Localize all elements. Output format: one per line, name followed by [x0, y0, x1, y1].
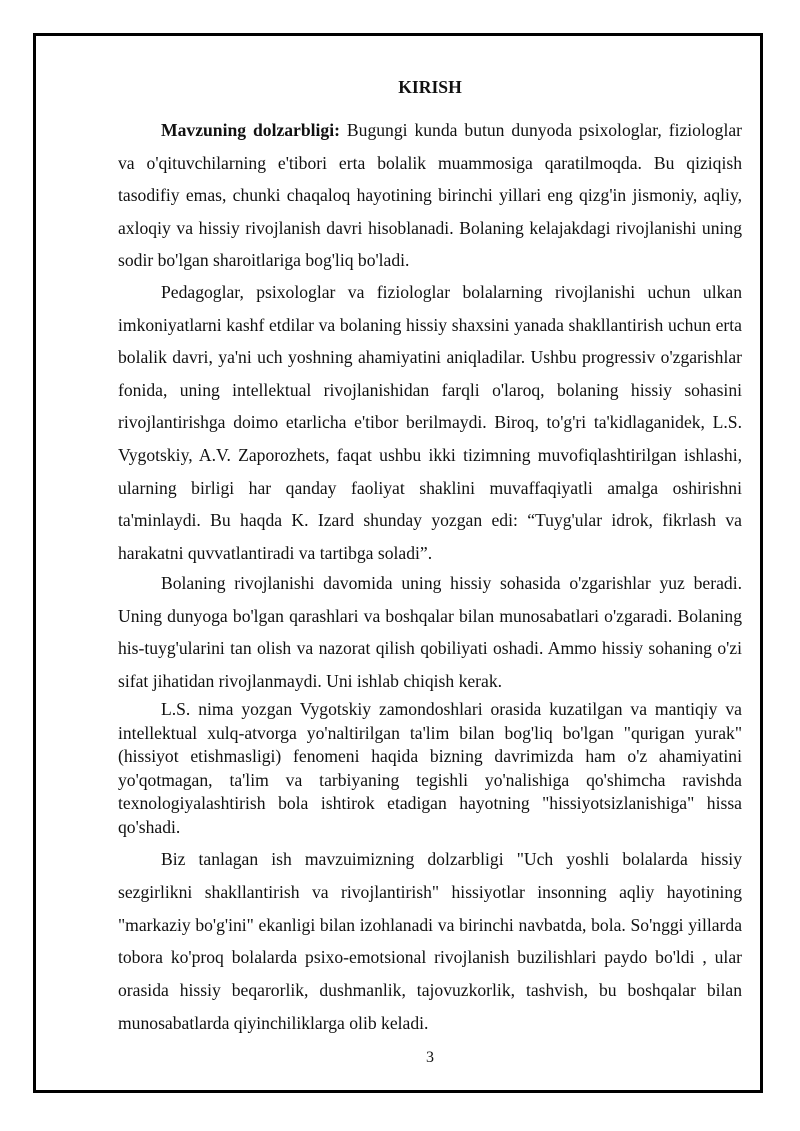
paragraph: Pedagoglar, psixologlar va fiziologlar bolalarning rivojlanishi uchun ulkan imkoniyatlarni kashf etdilar va bolaning hissiy shaxsini yanada shakllantirish uchun erta bolalik davri, ya'ni uch yoshning ahamiyatini aniqladilar. Ushbu progressiv o'zgarishlar fonida, uning intellektual rivojlanishidan farqli o'laroq, bolaning hissiy sohasini rivojlantirishga doimo etarlicha e'tibor berilmaydi. Biroq, to'g'ri ta'kidlaganidek, L.S. Vygotskiy, A.V. Zaporozhets, faqat ushbu ikki tizimning muvofiqlashtirilgan ishlashi, ularning birligi har qanday faoliyat shaklini muvaffaqiyatli amalga oshirishni ta'minlaydi. Bu haqda K. Izard shunday yozgan edi: “Tuyg'ular idrok, fikrlash va harakatni quvvatlantiradi va tartibga soladi”.	[118, 282, 742, 563]
page-number: 3	[426, 1049, 434, 1066]
paragraph-lead: Mavzuning dolzarbligi:	[161, 120, 340, 140]
document-title: KIRISH	[398, 77, 462, 97]
paragraph-relevance	[118, 114, 742, 277]
paragraph-text: Bugungi kunda butun dunyoda psixologlar, fiziologlar va o'qituvchilarning e'tibori erta bolalik muammosiga qaratilmoqda. Bu qiziqish tasodifiy emas, chunki chaqaloq hayotining birinchi yillari eng qizg'in jismoniy, aqliy, axloqiy va hissiy rivojlanish davri hisoblanadi. Bolaning kelajakdagi rivojlanishi uning sodir bo'lgan sharoitlariga bog'liq bo'ladi.	[118, 120, 743, 270]
paragraph: L.S. nima yozgan Vygotskiy zamondoshlari orasida kuzatilgan va mantiqiy va intellektual xulq-atvorga yo'naltirilgan ta'lim bilan bog'liq bo'lgan "qurigan yurak" (hissiyot etishmasligi) fenomeni haqida bizning davrimizda ham o'z ahamiyatini yo'qotmagan, ta'lim va tarbiyaning tegishli yo'nalishiga qo'shimcha ravishda texnologiyalashtirish bola ishtirok etadigan hayotning "hissiyotsizlanishiga" hissa qo'shadi.	[118, 699, 742, 837]
paragraph: Bolaning rivojlanishi davomida uning hissiy sohasida o'zgarishlar yuz beradi. Uning dunyoga bo'lgan qarashlari va boshqalar bilan munosabatlari o'zgaradi. Bolaning his-tuyg'ularini tan olish va nazorat qilish qobiliyati oshadi. Ammo hissiy sohaning o'zi sifat jihatidan rivojlanmaydi. Uni ishlab chiqish kerak.	[118, 573, 742, 691]
paragraph: Biz tanlagan ish mavzuimizning dolzarbligi "Uch yoshli bolalarda hissiy sezgirlikni shakllantirish va rivojlantirish" hissiyotlar insonning aqliy hayotining "markaziy bo'g'ini" ekanligi bilan izohlanadi va birinchi navbatda, bola. So'nggi yillarda tobora ko'proq bolalarda psixo-emotsional rivojlanish buzilishlari paydo bo'ldi , ular orasida hissiy beqarorlik, dushmanlik, tajovuzkorlik, tashvish, bu boshqalar bilan munosabatlarda qiyinchiliklarga olib keladi.	[118, 849, 742, 1033]
